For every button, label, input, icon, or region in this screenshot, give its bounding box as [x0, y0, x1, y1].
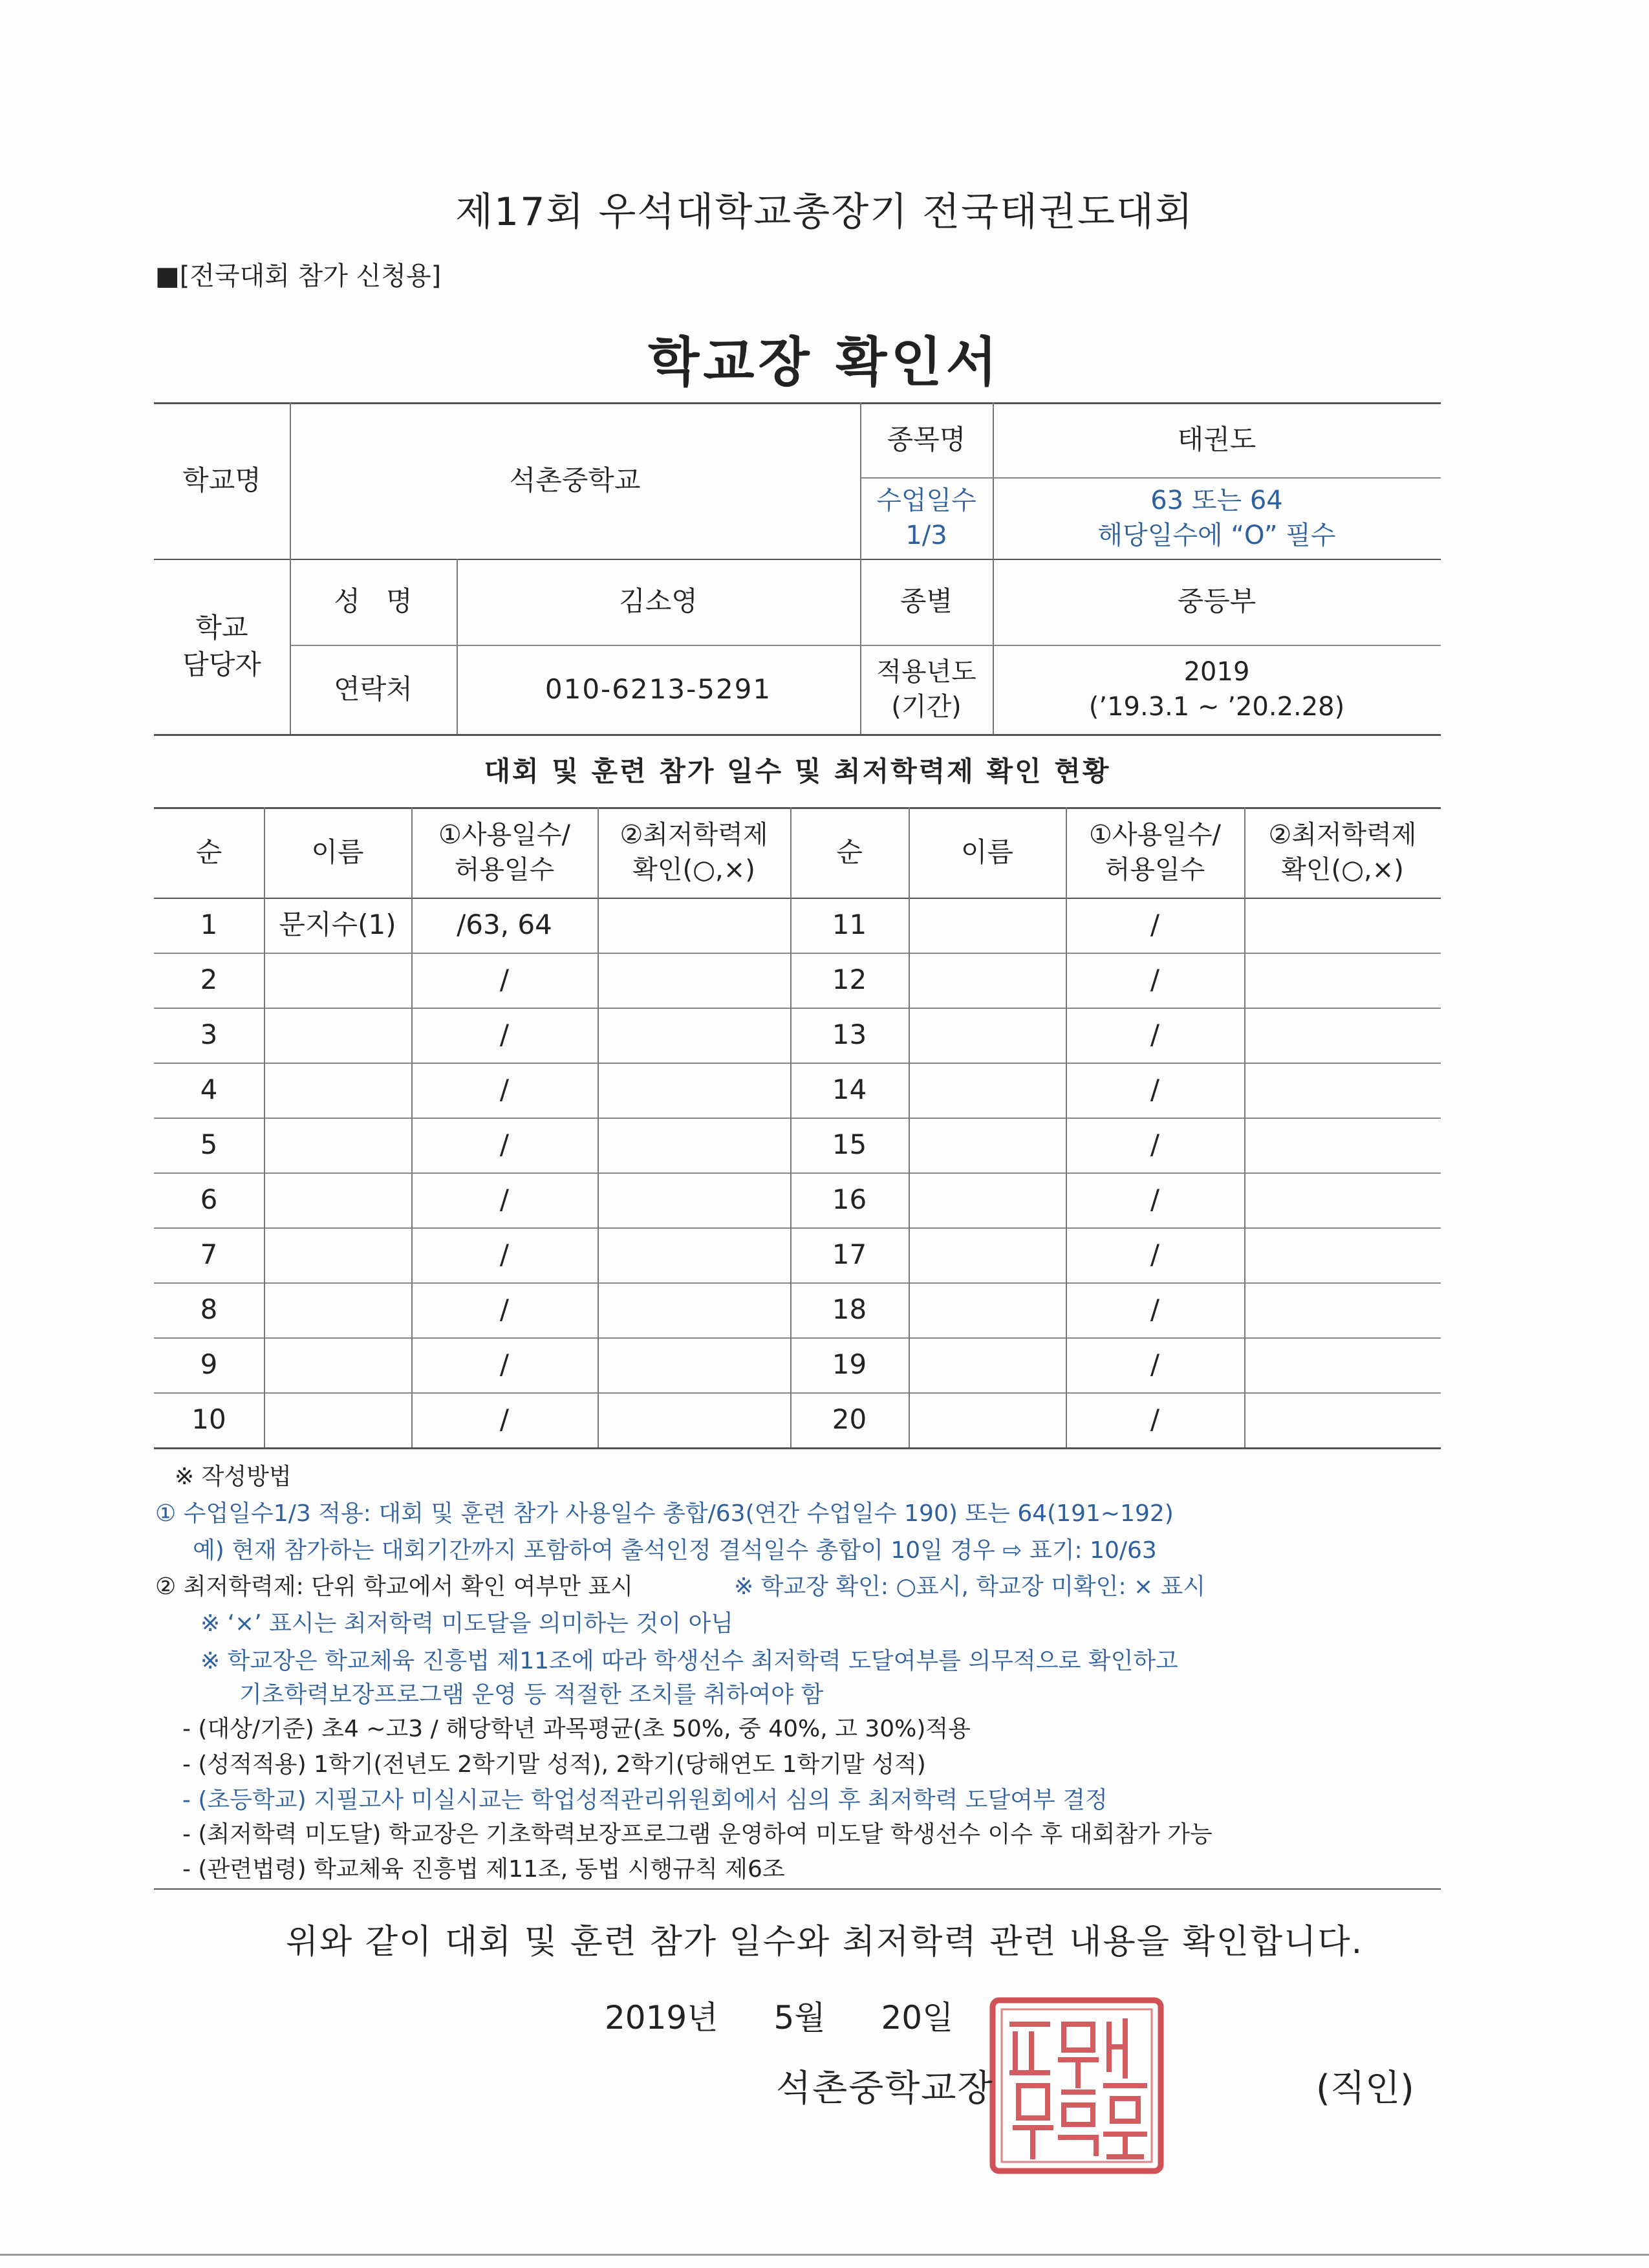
- row-no: 17: [832, 1238, 867, 1271]
- note-2b: ※ 학교장 확인: ○표시, 학교장 미확인: × 표시: [734, 1573, 1206, 1600]
- class-days-value-line2: 해당일수에 “O” 필수: [1097, 521, 1336, 550]
- row-name: [264, 953, 411, 1008]
- notes-heading: ※ 작성방법: [175, 1463, 292, 1490]
- col-header-days-right-line2: 허용일수: [1105, 855, 1205, 885]
- row-name: [909, 1337, 1066, 1392]
- row-check: [1244, 953, 1441, 1008]
- row-check: [1244, 1008, 1441, 1063]
- application-tag: ■[전국대회 참가 신청용]: [155, 261, 442, 291]
- sport-value: 태권도: [1177, 423, 1256, 455]
- date-year: 2019년: [605, 1999, 718, 2036]
- row-name: [264, 1227, 411, 1282]
- row-name: [264, 1392, 411, 1447]
- row-no: 1: [200, 909, 218, 941]
- applied-year-label-line1: 적용년도: [876, 657, 976, 687]
- row-name: [264, 1172, 411, 1227]
- row-no: 13: [832, 1019, 867, 1051]
- row-name: [909, 1282, 1066, 1337]
- row-days: /: [499, 1129, 510, 1161]
- row-name: [264, 1337, 411, 1392]
- row-no: 12: [832, 964, 867, 996]
- note-3: ※ ‘×’ 표시는 최저학력 미도달을 의미하는 것이 아님: [200, 1610, 734, 1637]
- class-days-label: [860, 477, 993, 559]
- row-no: 14: [832, 1074, 867, 1106]
- row-check: [598, 1337, 790, 1392]
- applied-year-label-line2: (기간): [891, 692, 962, 722]
- category-label: 종별: [900, 585, 953, 618]
- scan-edge: [0, 2254, 1649, 2256]
- detail-3: - (초등학교) 지필고사 미실시교는 학업성적관리위원회에서 심의 후 최저학력 도달여부 결정: [182, 1787, 1108, 1813]
- row-days: /: [1150, 1348, 1160, 1381]
- row-days: /: [499, 964, 510, 996]
- manager-name: 김소영: [619, 585, 698, 618]
- row-days: /: [499, 1019, 510, 1051]
- row-name: [909, 1063, 1066, 1118]
- confirm-date: [605, 1992, 953, 2038]
- row-no: 19: [832, 1348, 867, 1381]
- row-days: /: [1150, 1238, 1160, 1271]
- row-no: 18: [832, 1293, 867, 1326]
- row-no: 8: [200, 1293, 218, 1326]
- row-days: /: [499, 1238, 510, 1271]
- date-day: 20일: [881, 1999, 954, 2036]
- col-header-min-right: [1244, 807, 1441, 898]
- col-header-no: 순: [195, 836, 222, 868]
- col-header-days: [411, 807, 598, 898]
- row-name: [909, 1008, 1066, 1063]
- row-check: [598, 1392, 790, 1447]
- row-days: /: [1150, 964, 1160, 996]
- row-name: [909, 898, 1066, 953]
- row-check: [1244, 1337, 1441, 1392]
- class-days-value: [993, 477, 1441, 559]
- col-header-days-line1: ①사용일수/: [438, 820, 570, 850]
- applied-year-value-line1: 2019: [1183, 657, 1250, 687]
- school-name-label: 학교명: [182, 464, 261, 496]
- row-no: 3: [200, 1019, 218, 1051]
- school-name: 석촌중학교: [509, 464, 641, 496]
- row-days: /: [1150, 1403, 1160, 1436]
- date-month: 5월: [773, 1999, 826, 2036]
- col-header-name-right: 이름: [960, 836, 1014, 868]
- row-check: [1244, 898, 1441, 953]
- row-no: 16: [832, 1183, 867, 1216]
- row-no: 7: [200, 1238, 218, 1271]
- row-no: 11: [832, 909, 867, 941]
- class-days-label-line2: 1/3: [905, 521, 947, 550]
- row-days: /: [1150, 1293, 1160, 1326]
- row-days: /: [499, 1074, 510, 1106]
- note-4b: 기초학력보장프로그램 운영 등 적절한 조치를 취하여야 함: [239, 1681, 824, 1708]
- row-days: /: [499, 1183, 510, 1216]
- manager-label-line2: 담당자: [182, 648, 261, 680]
- col-header-no-right: 순: [836, 836, 863, 868]
- class-days-label-line1: 수업일수: [876, 486, 976, 515]
- row-days: /: [1150, 1019, 1160, 1051]
- col-header-min-line2: 확인(○,×): [632, 855, 755, 885]
- detail-4: - (최저학력 미도달) 학교장은 기초학력보장프로그램 운영하여 미도달 학생선수 이수 후 대회참가 가능: [182, 1821, 1212, 1848]
- row-check: [598, 898, 790, 953]
- col-header-min-right-line2: 확인(○,×): [1281, 855, 1404, 885]
- row-no: 2: [200, 964, 218, 996]
- row-days: /: [1150, 1074, 1160, 1106]
- row-check: [1244, 1282, 1441, 1337]
- note-1a: ① 수업일수1/3 적용: 대회 및 훈련 참가 사용일수 총합/63(연간 수업일수 190) 또는 64(191~192): [155, 1500, 1174, 1527]
- detail-1: - (대상/기준) 초4 ~고3 / 해당학년 과목평균(초 50%, 중 40%, 고 30%)적용: [182, 1716, 971, 1742]
- col-header-name: 이름: [311, 836, 364, 868]
- manager-label: [154, 559, 290, 734]
- row-no: 20: [832, 1403, 867, 1436]
- applied-year-label: [860, 645, 993, 734]
- row-check: [1244, 1392, 1441, 1447]
- divider: [154, 1888, 1441, 1890]
- row-check: [598, 1172, 790, 1227]
- row-name: 문지수(1): [279, 909, 396, 941]
- row-no: 9: [200, 1348, 218, 1381]
- row-no: 4: [200, 1074, 218, 1106]
- detail-5: - (관련법령) 학교체육 진흥법 제11조, 동법 시행규칙 제6조: [182, 1856, 785, 1883]
- row-check: [1244, 1118, 1441, 1172]
- row-name: [909, 1172, 1066, 1227]
- col-header-days-line2: 허용일수: [454, 855, 555, 885]
- row-check: [1244, 1227, 1441, 1282]
- row-check: [598, 1227, 790, 1282]
- row-name: [909, 1118, 1066, 1172]
- row-name: [909, 1392, 1066, 1447]
- row-name: [264, 1008, 411, 1063]
- row-no: 6: [200, 1183, 218, 1216]
- principal-name: 석촌중학교장: [776, 2068, 994, 2110]
- row-name: [264, 1118, 411, 1172]
- col-header-min: [598, 807, 790, 898]
- col-header-days-right-line1: ①사용일수/: [1089, 820, 1221, 850]
- note-2a: ② 최저학력제: 단위 학교에서 확인 여부만 표시: [155, 1573, 634, 1600]
- row-days: /: [499, 1348, 510, 1381]
- col-header-min-right-line1: ②최저학력제: [1268, 820, 1417, 850]
- row-days: /63, 64: [457, 909, 552, 941]
- row-no: 10: [191, 1403, 226, 1436]
- row-days: /: [499, 1403, 510, 1436]
- col-header-min-line1: ②최저학력제: [620, 820, 768, 850]
- manager-label-line1: 학교: [195, 611, 248, 643]
- row-name: [909, 953, 1066, 1008]
- applied-year-value-line2: (’19.3.1 ~ ’20.2.28): [1088, 692, 1345, 722]
- contact-label: 연락처: [334, 673, 413, 705]
- row-name: [909, 1227, 1066, 1282]
- class-days-value-line1: 63 또는 64: [1150, 486, 1283, 515]
- manager-name-label: 성 명: [334, 585, 413, 618]
- doc-title: 학교장 확인서: [648, 332, 1001, 393]
- row-check: [598, 1282, 790, 1337]
- row-days: /: [1150, 1129, 1160, 1161]
- event-title: 제17회 우석대학교총장기 전국태권도대회: [455, 189, 1194, 235]
- row-no: 5: [200, 1129, 218, 1161]
- row-check: [1244, 1172, 1441, 1227]
- row-days: /: [1150, 1183, 1160, 1216]
- row-check: [598, 953, 790, 1008]
- row-check: [598, 1063, 790, 1118]
- confirm-statement: 위와 같이 대회 및 훈련 참가 일수와 최저학력 관련 내용을 확인합니다.: [285, 1923, 1364, 1961]
- seal-label: (직인): [1316, 2068, 1414, 2110]
- row-name: [264, 1063, 411, 1118]
- row-check: [1244, 1063, 1441, 1118]
- applied-year-value: [993, 645, 1441, 734]
- official-seal-icon: [986, 1995, 1167, 2176]
- row-no: 15: [832, 1129, 867, 1161]
- row-check: [598, 1008, 790, 1063]
- section-title: 대회 및 훈련 참가 일수 및 최저학력제 확인 현황: [484, 755, 1111, 787]
- sport-label: 종목명: [887, 423, 966, 455]
- row-name: [264, 1282, 411, 1337]
- col-header-days-right: [1066, 807, 1244, 898]
- row-days: /: [1150, 909, 1160, 941]
- note-1b: 예) 현재 참가하는 대회기간까지 포함하여 출석인정 결석일수 총합이 10일 경우 ⇨ 표기: 10/63: [193, 1537, 1157, 1564]
- row-check: [598, 1118, 790, 1172]
- contact-value: 010-6213-5291: [544, 673, 772, 705]
- note-4a: ※ 학교장은 학교체육 진흥법 제11조에 따라 학생선수 최저학력 도달여부를 의무적으로 확인하고: [200, 1648, 1178, 1674]
- category-value: 중등부: [1177, 585, 1256, 618]
- detail-2: - (성적적용) 1학기(전년도 2학기말 성적), 2학기(당해연도 1학기말 성적): [182, 1751, 926, 1778]
- row-days: /: [499, 1293, 510, 1326]
